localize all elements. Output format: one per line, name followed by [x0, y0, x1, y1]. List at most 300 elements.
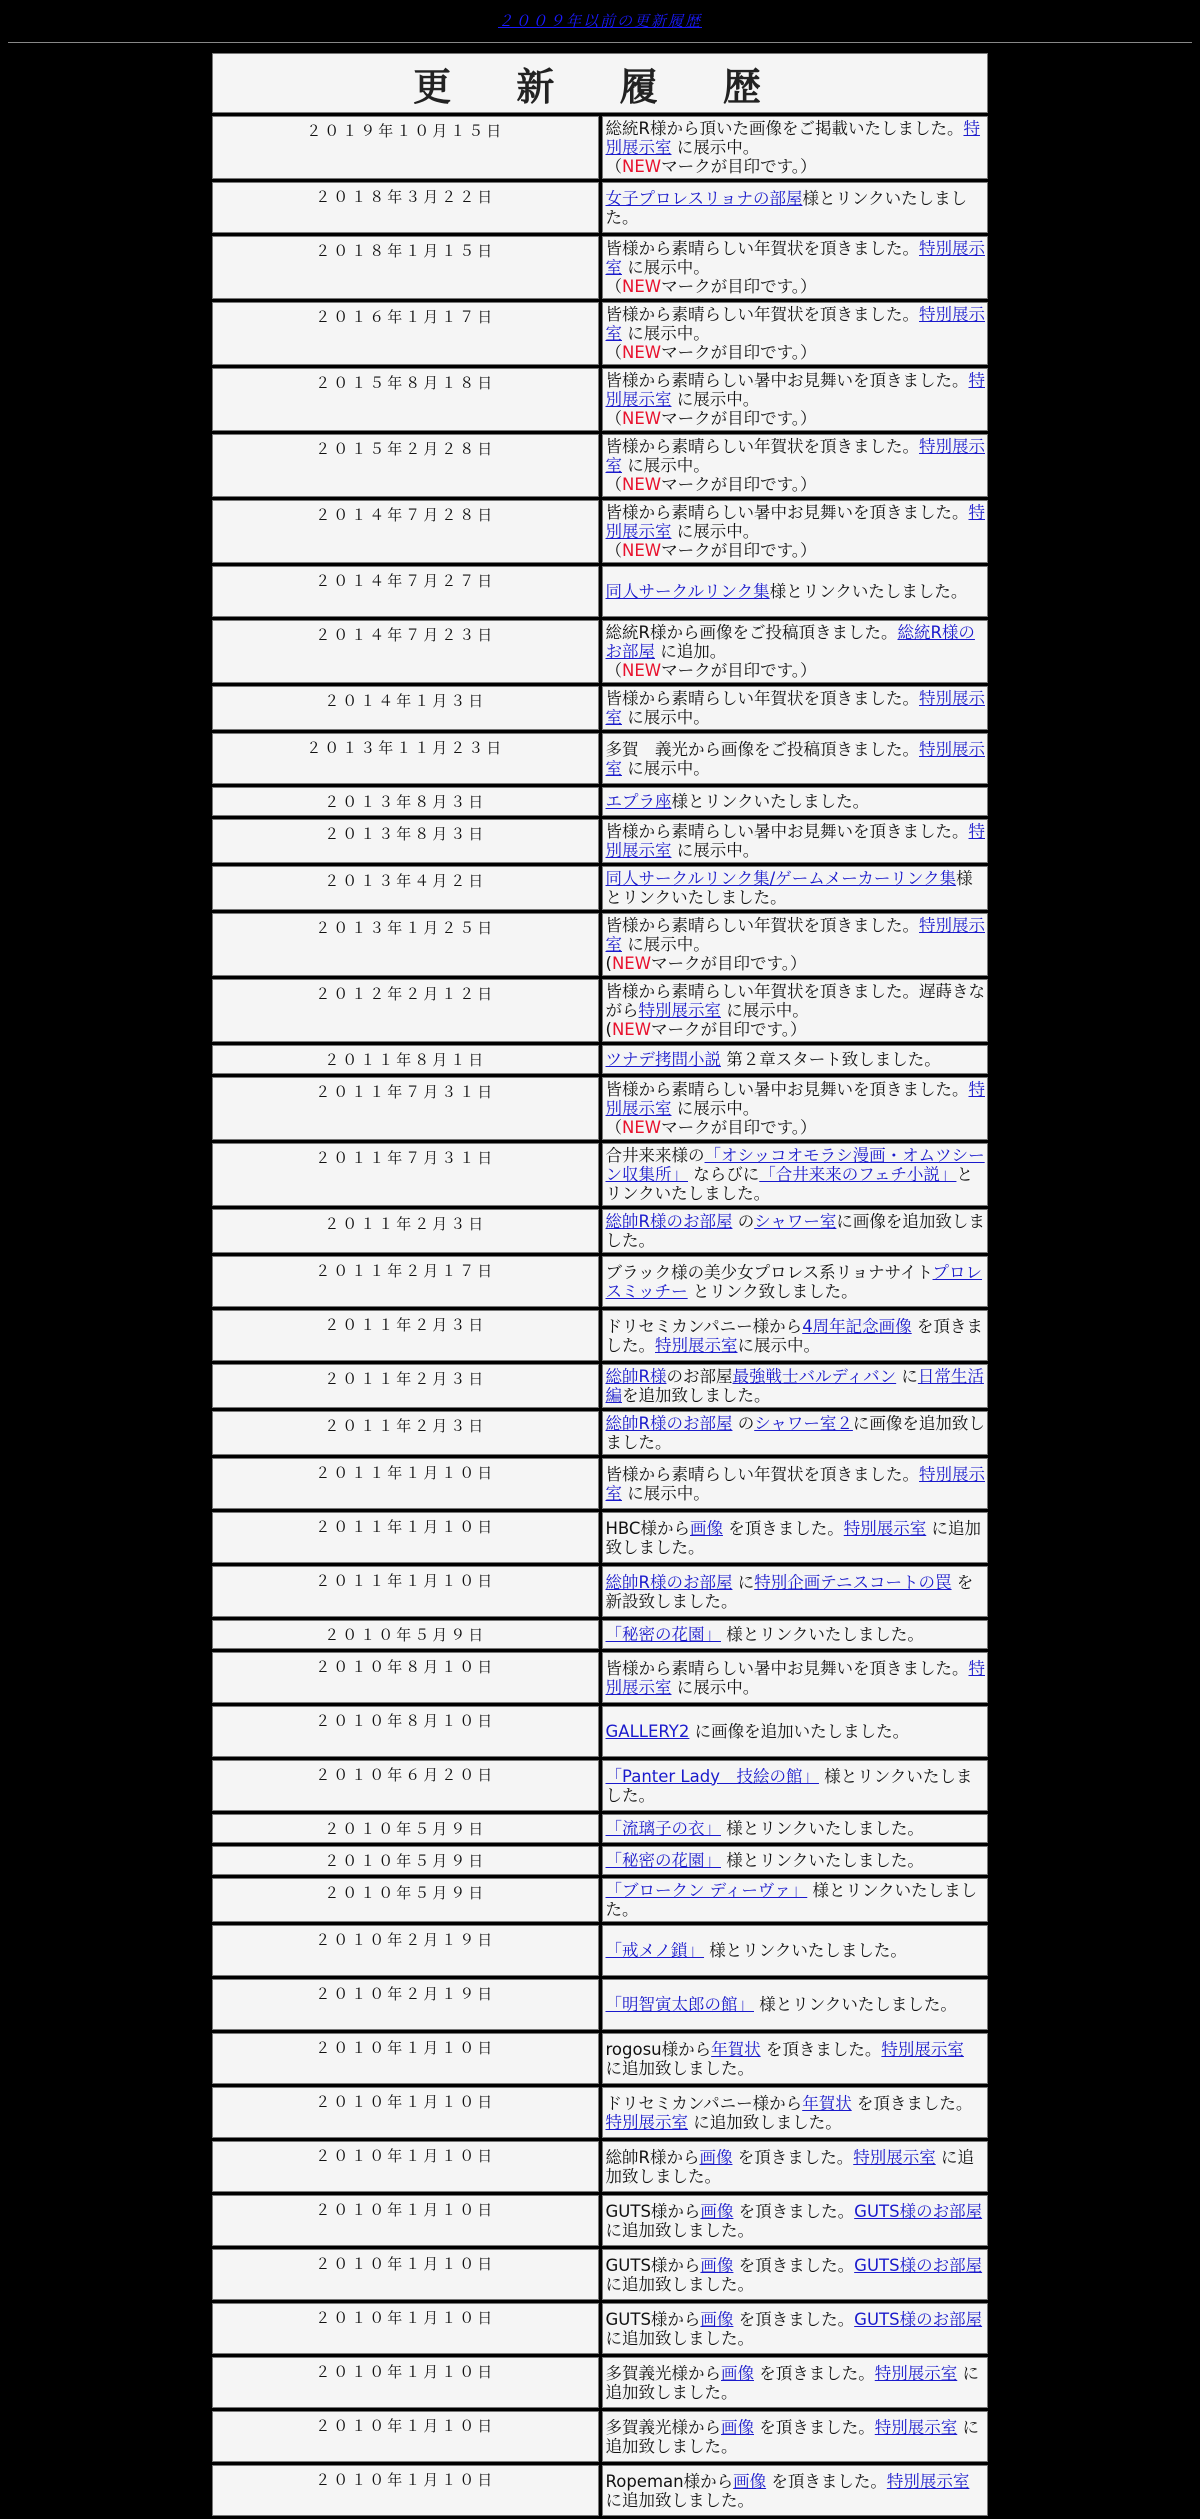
- update-description: [602, 1143, 989, 1206]
- update-date: ２０１２年２月１２日: [212, 979, 599, 1042]
- content-link[interactable]: 画像: [689, 1518, 723, 1538]
- description-text: 様とリンクいたしました。: [605, 1881, 978, 1919]
- note-text: マークが目印です。）: [661, 277, 817, 296]
- update-description: [602, 1209, 989, 1253]
- description-text: を頂きました。: [733, 2255, 855, 2275]
- description-text: 様とリンクいたしました。: [769, 582, 968, 601]
- update-date: ２０１０年１月１０日: [212, 2357, 599, 2408]
- update-description: [602, 787, 989, 816]
- description-text: 皆様から素晴らしい暑中お見舞いを頂きました。: [605, 1080, 969, 1099]
- content-link[interactable]: 年賀状: [802, 2093, 852, 2113]
- new-mark-note: [606, 409, 986, 428]
- content-link[interactable]: 画像: [721, 2363, 754, 2383]
- content-link[interactable]: 特別展示室: [605, 739, 985, 778]
- update-description: [602, 2411, 989, 2462]
- note-open-paren: （: [605, 1118, 622, 1137]
- update-description: [602, 913, 989, 976]
- description-text: 様とリンクいたしました。: [605, 869, 973, 907]
- update-date: ２０１１年２月３日: [212, 1411, 599, 1455]
- content-link[interactable]: 画像: [700, 2201, 734, 2221]
- table-row: [212, 368, 988, 431]
- description-text: 皆様から素晴らしい年賀状を頂きました。: [605, 689, 919, 708]
- description-text: に展示中。: [671, 1677, 760, 1697]
- content-link[interactable]: 4周年記念画像: [802, 1316, 912, 1336]
- table-row: [212, 1045, 988, 1074]
- update-description: [602, 866, 989, 910]
- content-link[interactable]: 「合井来来のフェチ小説」: [759, 1165, 957, 1184]
- update-date: ２０１３年４月２日: [212, 866, 599, 910]
- content-link[interactable]: シャワー室: [754, 1212, 837, 1231]
- table-row: [212, 1364, 988, 1408]
- description-text: 皆様から素晴らしい年賀状を頂きました。: [605, 239, 919, 258]
- update-description: [602, 500, 989, 563]
- table-row: [212, 2357, 988, 2408]
- new-mark-text: NEW: [622, 409, 662, 428]
- update-date: ２０１３年８月３日: [212, 819, 599, 863]
- description-text: を頂きました。: [766, 2471, 887, 2491]
- note-text: マークが目印です。）: [651, 1020, 807, 1039]
- content-link[interactable]: 特別展示室: [886, 2471, 970, 2491]
- update-date: ２０１０年１月１０日: [212, 2033, 599, 2084]
- table-row: [212, 1620, 988, 1649]
- table-row: [212, 787, 988, 816]
- new-mark-text: NEW: [622, 343, 662, 362]
- update-date: ２０１４年７月２７日: [212, 566, 599, 617]
- note-open-paren: （: [605, 409, 622, 428]
- table-row: [212, 1411, 988, 1455]
- content-link[interactable]: GUTS様のお部屋: [854, 2309, 983, 2329]
- content-link[interactable]: 「秘密の花園」: [605, 1625, 721, 1644]
- update-description: [602, 733, 989, 784]
- description-text: ブラック様の美少女プロレス系リョナサイト: [605, 1262, 933, 1282]
- update-date: ２０１３年１１月２３日: [212, 733, 599, 784]
- content-link[interactable]: 特別展示室: [605, 119, 980, 157]
- new-mark-text: NEW: [622, 1118, 662, 1137]
- description-text: に追加致しました。: [605, 2274, 754, 2294]
- update-description: [602, 1878, 989, 1922]
- description-text: 皆様から素晴らしい年賀状を頂きました。: [605, 916, 919, 935]
- update-description: [602, 2033, 989, 2084]
- update-date: ２０１３年８月３日: [212, 787, 599, 816]
- table-row: [212, 302, 988, 365]
- table-row: [212, 182, 988, 233]
- description-text: に追加致しました。: [605, 2417, 979, 2456]
- update-description: [602, 182, 989, 233]
- description-text: に追加致しました。: [605, 2147, 974, 2186]
- content-link[interactable]: 「秘密の花園」: [605, 1851, 721, 1870]
- description-text: に追加致しました。: [605, 2363, 979, 2402]
- table-row: [212, 1925, 988, 1976]
- update-description: [602, 1620, 989, 1649]
- content-link[interactable]: 「Panter Lady 技絵の館」: [605, 1766, 819, 1786]
- description-text: を頂きました。: [605, 1316, 983, 1355]
- table-row: [212, 819, 988, 863]
- content-link[interactable]: 特別展示室: [605, 437, 985, 475]
- update-date: ２０１１年２月３日: [212, 1364, 599, 1408]
- content-link[interactable]: ツナデ拷問小説: [605, 1050, 721, 1069]
- update-description: [602, 2357, 989, 2408]
- table-row: [212, 1143, 988, 1206]
- update-description: [602, 1045, 989, 1074]
- update-description: [602, 979, 989, 1042]
- description-text: 皆様から素晴らしい暑中お見舞いを頂きました。: [605, 503, 969, 522]
- content-link[interactable]: 特別展示室: [605, 2112, 688, 2132]
- content-link[interactable]: シャワー室２: [754, 1414, 853, 1433]
- new-mark-text: NEW: [611, 954, 652, 973]
- description-text: を頂きました。: [722, 1518, 844, 1538]
- table-row: [212, 434, 988, 497]
- content-link[interactable]: GALLERY2: [605, 1722, 690, 1741]
- table-title: 更 新 履 歴: [212, 53, 988, 113]
- update-date: ２０１０年２月１９日: [212, 1979, 599, 2030]
- content-link[interactable]: 画像: [700, 2309, 734, 2329]
- update-date: ２０１５年２月２８日: [212, 434, 599, 497]
- table-row: [212, 1760, 988, 1811]
- update-description: [602, 1760, 989, 1811]
- table-row: [212, 566, 988, 617]
- update-date: ２０１１年２月３日: [212, 1310, 599, 1361]
- description-text: とリンク致しました。: [687, 1281, 858, 1301]
- update-description: [602, 1411, 989, 1455]
- update-date: ２０１１年２月１７日: [212, 1256, 599, 1307]
- content-link[interactable]: 特別展示室: [605, 371, 985, 409]
- table-row: [212, 2195, 988, 2246]
- update-date: ２０１１年１月１０日: [212, 1458, 599, 1509]
- update-date: ２０１０年１月１０日: [212, 2195, 599, 2246]
- content-link[interactable]: 特別展示室: [605, 503, 985, 541]
- description-text: rogosu様から: [605, 2039, 712, 2059]
- table-row: [212, 2141, 988, 2192]
- update-description: [602, 1925, 989, 1976]
- content-link[interactable]: 「明智寅太郎の館」: [605, 1995, 754, 2014]
- update-date: ２０１６年１月１７日: [212, 302, 599, 365]
- update-date: ２０１０年５月９日: [212, 1878, 599, 1922]
- new-mark-text: NEW: [611, 1020, 652, 1039]
- content-link[interactable]: 特別展示室: [605, 689, 985, 727]
- note-open-paren: （: [605, 475, 622, 494]
- description-text: 皆様から素晴らしい暑中お見舞いを頂きました。: [605, 822, 969, 841]
- description-text: を追加致しました。: [622, 1386, 771, 1405]
- content-link[interactable]: 「戒メノ鎖」: [605, 1941, 705, 1960]
- description-text: を新設致しました。: [605, 1572, 974, 1611]
- description-text: GUTS様から: [605, 2309, 701, 2329]
- content-link[interactable]: エプラ座: [605, 792, 672, 811]
- description-text: を頂きました。: [760, 2039, 882, 2059]
- description-text: 皆様から素晴らしい年賀状を頂きました。: [605, 1464, 919, 1484]
- update-date: ２０１０年１月１０日: [212, 2465, 599, 2516]
- update-date: ２０１１年１月１０日: [212, 1566, 599, 1617]
- description-text: に: [896, 1367, 918, 1386]
- description-text: 皆様から素晴らしい暑中お見舞いを頂きました。: [605, 371, 969, 390]
- new-mark-text: NEW: [622, 475, 662, 494]
- new-mark-text: NEW: [622, 277, 662, 296]
- description-text: に展示中。: [622, 324, 710, 343]
- table-row: [212, 979, 988, 1042]
- update-description: [602, 1652, 989, 1703]
- description-text: に追加致しました。: [605, 1518, 981, 1557]
- content-link[interactable]: 特別展示室: [638, 1001, 721, 1020]
- content-link[interactable]: 特別展示室: [605, 1080, 985, 1118]
- table-row: [212, 2411, 988, 2462]
- note-open-paren: （: [605, 277, 622, 296]
- update-date: ２０１８年１月１５日: [212, 236, 599, 299]
- description-text: 総統R様から画像をご投稿頂きました。: [605, 623, 898, 642]
- note-text: マークが目印です。）: [661, 541, 817, 560]
- table-row: [212, 1652, 988, 1703]
- content-link[interactable]: 日常生活編: [605, 1367, 984, 1405]
- update-description: [602, 1979, 989, 2030]
- description-text: に展示中。: [671, 138, 760, 157]
- content-link[interactable]: 総帥R様: [605, 1367, 667, 1386]
- update-date: ２０１５年８月１８日: [212, 368, 599, 431]
- update-description: [602, 1310, 989, 1361]
- description-text: とリンクいたしました。: [605, 1165, 973, 1203]
- table-row: [212, 2033, 988, 2084]
- top-link-area: [0, 0, 1200, 42]
- table-row: [212, 2087, 988, 2138]
- update-date: ２０１１年１月１０日: [212, 1512, 599, 1563]
- update-date: ２０１１年２月３日: [212, 1209, 599, 1253]
- update-description: [602, 1256, 989, 1307]
- description-text: に展示中。: [671, 1099, 760, 1118]
- update-description: [602, 2195, 989, 2246]
- new-mark-note: [606, 1118, 986, 1137]
- description-text: を頂きました。: [732, 2147, 854, 2167]
- content-link[interactable]: 特別展示室: [881, 2039, 964, 2059]
- update-date: ２０１０年５月９日: [212, 1620, 599, 1649]
- content-link[interactable]: プロレスミッチー: [605, 1262, 983, 1301]
- content-link[interactable]: GUTS様のお部屋: [854, 2255, 983, 2275]
- table-row: [212, 620, 988, 683]
- description-text: に画像を追加致しました。: [605, 1414, 985, 1452]
- update-description: [602, 1814, 989, 1843]
- new-mark-note: [606, 541, 986, 560]
- table-row: [212, 500, 988, 563]
- update-description: [602, 566, 989, 617]
- update-date: ２０１１年７月３１日: [212, 1077, 599, 1140]
- content-link[interactable]: 画像: [700, 2255, 734, 2275]
- description-text: に展示中。: [622, 935, 710, 954]
- description-text: ならびに: [688, 1165, 760, 1184]
- description-text: 多賀義光様から: [605, 2363, 721, 2383]
- content-link[interactable]: 特別企画テニスコートの罠: [754, 1572, 952, 1592]
- content-link[interactable]: 特別展示室: [605, 1658, 985, 1697]
- update-description: [602, 368, 989, 431]
- content-link[interactable]: 画像: [721, 2417, 754, 2437]
- update-date: ２０１０年６月２０日: [212, 1760, 599, 1811]
- description-text: HBC様から: [605, 1518, 690, 1538]
- table-row: [212, 1310, 988, 1361]
- table-row: [212, 236, 988, 299]
- description-text: 第２章スタート致しました。: [721, 1050, 941, 1069]
- note-open-paren: （: [605, 661, 622, 680]
- description-text: 多賀 義光から画像をご投稿頂きました。: [605, 739, 919, 759]
- content-link[interactable]: 画像: [699, 2147, 733, 2167]
- update-date: ２０１４年７月２３日: [212, 620, 599, 683]
- content-link[interactable]: 総帥R様のお部屋: [605, 1572, 733, 1592]
- update-description: [602, 686, 989, 730]
- description-text: GUTS様から: [605, 2201, 701, 2221]
- older-history-link[interactable]: ２００９年以前の更新履歴: [497, 12, 702, 30]
- content-link[interactable]: 総帥R様のお部屋: [605, 1212, 733, 1231]
- description-text: 合井来来様の: [605, 1146, 705, 1165]
- note-open-paren: （: [605, 541, 622, 560]
- update-date: ２０１０年１月１０日: [212, 2249, 599, 2300]
- description-text: に展示中。: [622, 758, 710, 778]
- content-link[interactable]: 特別展示室: [605, 822, 985, 860]
- description-text: 総帥R様から: [605, 2147, 700, 2167]
- description-text: に追加致しました。: [605, 2220, 754, 2240]
- content-link[interactable]: 特別展示室: [853, 2147, 936, 2167]
- note-text: マークが目印です。）: [651, 954, 807, 973]
- update-description: [602, 620, 989, 683]
- description-text: 皆様から素晴らしい年賀状を頂きました。遅蒔きながら: [605, 982, 985, 1020]
- update-date: ２０１１年７月３１日: [212, 1143, 599, 1206]
- content-link[interactable]: 同人サークルリンク集: [605, 582, 770, 601]
- new-mark-note: [606, 954, 986, 973]
- description-text: を頂きました。: [851, 2093, 973, 2113]
- content-link[interactable]: 総帥R様のお部屋: [605, 1414, 733, 1433]
- update-history-table: [209, 50, 991, 2519]
- new-mark-text: NEW: [622, 157, 662, 176]
- content-link[interactable]: 特別展示室: [655, 1335, 738, 1355]
- description-text: に画像を追加致しました。: [605, 1212, 985, 1250]
- new-mark-text: NEW: [622, 541, 662, 560]
- description-text: に展示中。: [671, 390, 760, 409]
- note-open-paren: (: [605, 1020, 612, 1039]
- table-row: [212, 1706, 988, 1757]
- content-link[interactable]: 年賀状: [711, 2039, 761, 2059]
- new-mark-note: [606, 661, 986, 680]
- description-text: に展示中。: [671, 522, 760, 541]
- description-text: ドリセミカンパニー様から: [605, 2093, 803, 2113]
- content-link[interactable]: 特別展示室: [605, 916, 985, 954]
- content-link[interactable]: 「ブロークン ディーヴァ」: [605, 1881, 808, 1900]
- update-date: ２０１０年１月１０日: [212, 2303, 599, 2354]
- table-row: [212, 1846, 988, 1875]
- update-description: [602, 302, 989, 365]
- description-text: に: [732, 1572, 755, 1592]
- horizontal-rule: [8, 42, 1192, 43]
- description-text: 多賀義光様から: [605, 2417, 721, 2437]
- description-text: ドリセミカンパニー様から: [605, 1316, 803, 1336]
- description-text: 様とリンクいたしました。: [704, 1941, 907, 1960]
- content-link[interactable]: 特別展示室: [874, 2417, 958, 2437]
- update-description: [602, 1846, 989, 1875]
- update-date: ２０１３年１月２５日: [212, 913, 599, 976]
- note-text: マークが目印です。）: [661, 343, 817, 362]
- description-text: に追加。: [655, 642, 727, 661]
- description-text: を頂きました。: [754, 2363, 875, 2383]
- content-link[interactable]: 最強戦士バルディバン: [732, 1367, 897, 1386]
- description-text: 皆様から素晴らしい年賀状を頂きました。: [605, 437, 919, 456]
- update-description: [602, 1512, 989, 1563]
- new-mark-note: [606, 343, 986, 362]
- description-text: 様とリンクいたしました。: [721, 1625, 924, 1644]
- table-row: [212, 1512, 988, 1563]
- update-description: [602, 2141, 989, 2192]
- content-link[interactable]: 特別展示室: [605, 239, 985, 277]
- description-text: 様とリンクいたしました。: [721, 1819, 924, 1838]
- content-link[interactable]: 「オシッコオモラシ漫画・オムツシーン収集所」: [605, 1146, 985, 1184]
- table-row: [212, 1566, 988, 1617]
- description-text: の: [732, 1212, 755, 1231]
- update-description: [602, 819, 989, 863]
- description-text: 様とリンクいたしました。: [754, 1995, 957, 2014]
- description-text: 様とリンクいたしました。: [721, 1851, 924, 1870]
- description-text: に追加致しました。: [688, 2112, 842, 2132]
- content-link[interactable]: 特別展示室: [605, 305, 985, 343]
- update-description: [602, 2465, 989, 2516]
- update-date: ２０１０年１月１０日: [212, 2411, 599, 2462]
- description-text: 皆様から素晴らしい暑中お見舞いを頂きました。: [605, 1658, 969, 1678]
- description-text: を頂きました。: [733, 2201, 855, 2221]
- update-date: ２０１０年１月１０日: [212, 2087, 599, 2138]
- content-link[interactable]: GUTS様のお部屋: [854, 2201, 983, 2221]
- description-text: に展示中。: [622, 1483, 710, 1503]
- description-text: を頂きました。: [733, 2309, 855, 2329]
- description-text: に展示中。: [671, 841, 760, 860]
- update-description: [602, 236, 989, 299]
- table-row: [212, 1077, 988, 1140]
- table-row: [212, 1814, 988, 1843]
- table-row: [212, 116, 988, 179]
- note-open-paren: （: [605, 157, 622, 176]
- content-link[interactable]: 特別展示室: [843, 1518, 927, 1538]
- note-text: マークが目印です。）: [661, 661, 817, 680]
- content-link[interactable]: 「流璃子の衣」: [605, 1819, 721, 1838]
- description-text: のお部屋: [666, 1367, 733, 1386]
- update-description: [602, 2249, 989, 2300]
- content-link[interactable]: 同人サークルリンク集/ゲームメーカーリンク集: [605, 869, 957, 888]
- table-row: [212, 733, 988, 784]
- content-link[interactable]: 総統R様のお部屋: [605, 623, 975, 661]
- table-row: [212, 2465, 988, 2516]
- table-row: [212, 1256, 988, 1307]
- new-mark-note: [606, 277, 986, 296]
- update-date: ２０１１年８月１日: [212, 1045, 599, 1074]
- note-text: マークが目印です。）: [661, 1118, 817, 1137]
- note-text: マークが目印です。）: [661, 409, 817, 428]
- description-text: Ropeman様から: [605, 2471, 734, 2491]
- table-row: [212, 1209, 988, 1253]
- update-description: [602, 2303, 989, 2354]
- description-text: 総統R様から頂いた画像をご掲載いたしました。: [605, 119, 964, 138]
- table-row: [212, 2249, 988, 2300]
- content-link[interactable]: 画像: [733, 2471, 767, 2491]
- update-description: [602, 1077, 989, 1140]
- description-text: 様とリンクいたしました。: [605, 188, 968, 227]
- description-text: 様とリンクいたしました。: [605, 1766, 973, 1805]
- content-link[interactable]: 女子プロレスリョナの部屋: [605, 188, 803, 208]
- description-text: に展示中。: [737, 1335, 820, 1355]
- update-date: ２０１０年１月１０日: [212, 2141, 599, 2192]
- description-text: に展示中。: [721, 1001, 809, 1020]
- description-text: の: [732, 1414, 755, 1433]
- update-date: ２０１９年１０月１５日: [212, 116, 599, 179]
- new-mark-text: NEW: [622, 661, 662, 680]
- update-description: [602, 116, 989, 179]
- update-description: [602, 1364, 989, 1408]
- table-row: [212, 913, 988, 976]
- content-link[interactable]: 特別展示室: [605, 1464, 985, 1503]
- update-date: ２０１４年７月２８日: [212, 500, 599, 563]
- description-text: を頂きました。: [754, 2417, 875, 2437]
- update-date: ２０１０年５月９日: [212, 1846, 599, 1875]
- update-date: ２０１０年５月９日: [212, 1814, 599, 1843]
- content-link[interactable]: 特別展示室: [874, 2363, 958, 2383]
- note-open-paren: （: [605, 343, 622, 362]
